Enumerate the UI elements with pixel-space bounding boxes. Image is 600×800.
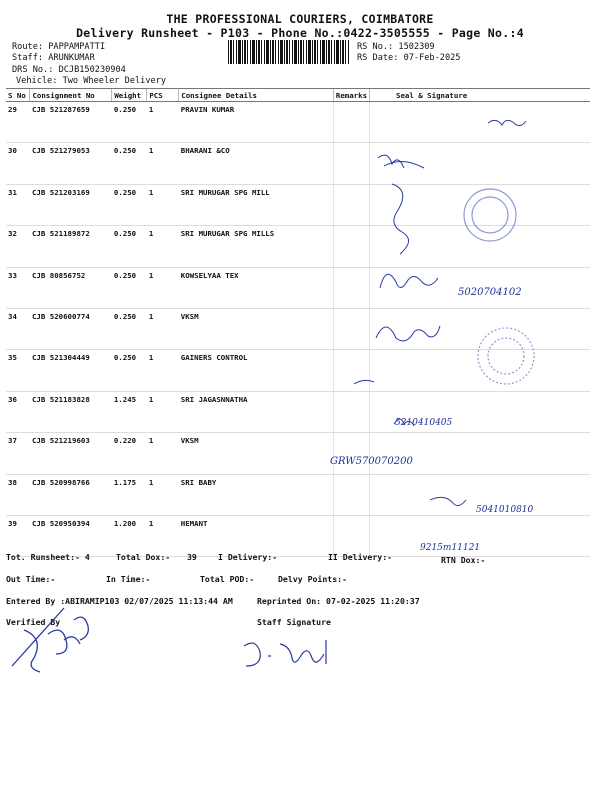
- cell-consignee: SRI MURUGAR SPG MILL: [179, 184, 334, 225]
- cell-weight: 0.250: [112, 267, 147, 308]
- handwritten-note-row36: 5210410405: [395, 418, 453, 428]
- out-time: Out Time:-: [6, 574, 56, 584]
- cell-consignment: CJB 521189872: [30, 226, 112, 267]
- handwritten-note-row39: 9215m11121: [420, 543, 481, 553]
- col-weight: Weight: [112, 89, 147, 102]
- handwritten-note-row37: GRW570070200: [330, 456, 413, 467]
- rs-date: RS Date: 07-Feb-2025: [357, 53, 461, 63]
- staff-signature-label: Staff Signature: [257, 617, 331, 627]
- signature-row30: [378, 155, 424, 168]
- signature-row38: [430, 497, 466, 505]
- route-label: Route: PAPPAMPATTI: [12, 42, 106, 52]
- cell-weight: 1.245: [112, 391, 147, 432]
- cell-consignment: CJB 521279053: [30, 143, 112, 184]
- cell-consignee: BHARANI &CO: [179, 143, 334, 184]
- cell-consignee: VKSM: [179, 433, 334, 474]
- cell-consignment: CJB 520950394: [30, 515, 112, 556]
- cell-sno: 38: [6, 474, 30, 515]
- col-pcs: PCS: [147, 89, 179, 102]
- rs-number: RS No.: 1502309: [357, 42, 435, 52]
- handwritten-note-row33: 5020704102: [458, 287, 522, 298]
- cell-sno: 34: [6, 308, 30, 349]
- col-consignment: Consignment No: [30, 89, 112, 102]
- verified-by: Verified By: [6, 617, 61, 627]
- i-delivery: I Delivery:-: [218, 552, 278, 562]
- col-consignee: Consignee Details: [179, 89, 334, 102]
- verifier-signature: [4, 600, 114, 680]
- cell-pcs: 1: [147, 143, 179, 184]
- cell-consignment: CJB 521183828: [30, 391, 112, 432]
- staff-label: Staff: ARUNKUMAR: [12, 53, 95, 63]
- cell-pcs: 1: [147, 184, 179, 225]
- cell-consignment: CJB 521287659: [30, 102, 112, 143]
- cell-pcs: 1: [147, 474, 179, 515]
- vehicle-label: Vehicle: Two Wheeler Delivery: [16, 76, 167, 86]
- cell-pcs: 1: [147, 433, 179, 474]
- company-title: THE PROFESSIONAL COURIERS, COIMBATORE: [166, 12, 434, 26]
- cell-consignee: PRAVIN KUMAR: [179, 102, 334, 143]
- cell-sno: 35: [6, 350, 30, 391]
- total-dox-label: Total Dox:-: [116, 552, 171, 562]
- signature-row33: [380, 274, 438, 288]
- runsheet-subtitle: Delivery Runsheet - P103 - Phone No.:0422-3505555 - Page No.:4: [76, 26, 524, 40]
- cell-pcs: 1: [147, 102, 179, 143]
- cell-consignment: CJB 521203169: [30, 184, 112, 225]
- rtn-dox: RTN Dox:-: [441, 555, 486, 565]
- cell-weight: 0.250: [112, 184, 147, 225]
- cell-pcs: 1: [147, 515, 179, 556]
- cell-consignment: CJB 520998766: [30, 474, 112, 515]
- cell-pcs: 1: [147, 391, 179, 432]
- cell-consignee: HEMANT: [179, 515, 334, 556]
- staff-signature: [238, 634, 368, 674]
- col-seal-signature: Seal & Signature: [370, 89, 590, 102]
- cell-sno: 39: [6, 515, 30, 556]
- handwritten-note-row38: 5041010810: [476, 505, 534, 515]
- col-remarks: Remarks: [333, 89, 369, 102]
- col-sno: S No: [6, 89, 30, 102]
- delvy-points: Delvy Points:-: [278, 574, 348, 584]
- total-dox-value: 39: [187, 552, 197, 562]
- signature-overlay: [330, 88, 600, 558]
- reprinted-on: Reprinted On: 07-02-2025 11:20:37: [257, 596, 420, 606]
- cell-weight: 0.220: [112, 433, 147, 474]
- cell-consignee: SRI JAGASNNATHA: [179, 391, 334, 432]
- cell-consignment: CJB 521219603: [30, 433, 112, 474]
- total-pod: Total POD:-: [200, 574, 255, 584]
- cell-pcs: 1: [147, 267, 179, 308]
- signature-row31: [392, 184, 409, 254]
- cell-consignee: GAINERS CONTROL: [179, 350, 334, 391]
- entered-by: Entered By :ABIRAMIP103 02/07/2025 11:13:44 AM: [6, 596, 233, 606]
- cell-consignee: VKSM: [179, 308, 334, 349]
- drs-number: DRS No.: DCJB150230904: [12, 65, 126, 75]
- cell-weight: 1.175: [112, 474, 147, 515]
- cell-consignee: KOWSELYAA TEX: [179, 267, 334, 308]
- cell-pcs: 1: [147, 308, 179, 349]
- in-time: In Time:-: [106, 574, 151, 584]
- cell-pcs: 1: [147, 226, 179, 267]
- cell-sno: 30: [6, 143, 30, 184]
- cell-weight: 0.250: [112, 350, 147, 391]
- seal-stamp-row35: [478, 328, 534, 384]
- cell-weight: 0.250: [112, 102, 147, 143]
- signature-row29: [488, 120, 526, 125]
- cell-weight: 0.250: [112, 308, 147, 349]
- cell-weight: 1.200: [112, 515, 147, 556]
- cell-weight: 0.250: [112, 226, 147, 267]
- tot-runsheet: Tot. Runsheet:- 4: [6, 552, 90, 562]
- ii-delivery: II Delivery:-: [328, 552, 393, 562]
- scribble-row35: [354, 380, 374, 384]
- cell-sno: 32: [6, 226, 30, 267]
- cell-consignment: CJB 521304449: [30, 350, 112, 391]
- cell-sno: 29: [6, 102, 30, 143]
- cell-sno: 31: [6, 184, 30, 225]
- cell-consignment: CJB 80856752: [30, 267, 112, 308]
- cell-consignee: SRI BABY: [179, 474, 334, 515]
- cell-weight: 0.250: [112, 143, 147, 184]
- cell-sno: 37: [6, 433, 30, 474]
- cell-sno: 36: [6, 391, 30, 432]
- cell-consignee: SRI MURUGAR SPG MILLS: [179, 226, 334, 267]
- cell-pcs: 1: [147, 350, 179, 391]
- signature-row34: [376, 326, 440, 341]
- barcode: [228, 40, 350, 64]
- cell-consignment: CJB 520600774: [30, 308, 112, 349]
- cell-sno: 33: [6, 267, 30, 308]
